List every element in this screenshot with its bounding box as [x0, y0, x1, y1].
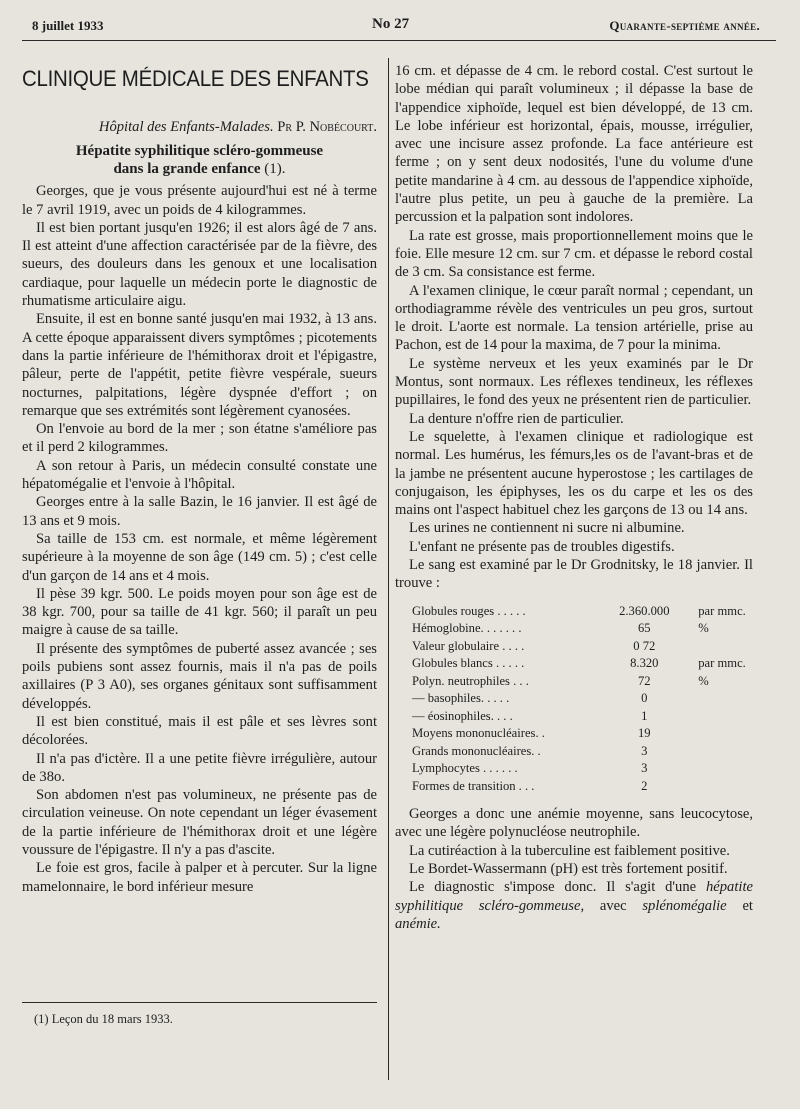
blood-count-label: Grands mononucléaires. . — [412, 743, 541, 758]
conclusion-diagnosis: hépatite syphilitique scléro-gommeuse, — [395, 879, 753, 914]
blood-count-table — [412, 603, 753, 796]
paragraph: Il est bien constitué, mais il est pâle et ses lèvres sont décolorées. — [22, 713, 377, 749]
conclusion-finding-2: anémie. — [395, 915, 441, 932]
paragraph: Son abdomen n'est pas volumineux, ne présente pas de circulation veineuse. On note cependant un léger évasement de la partie inférieure de l'hémithorax droit et une légère voussure de l'épigastre. Il n'y a pas d'ascite. — [22, 787, 377, 858]
header-rule — [22, 40, 776, 41]
blood-count-value: 3 — [641, 761, 648, 776]
paragraph: La rate est grosse, mais proportionnellement moins que le foie. Elle mesure 12 cm. sur 7 cm. et dépasse le rebord costal de 3 cm. Sa consistance est ferme. — [395, 227, 753, 281]
blood-count-label: Lymphocytes . . . . . . — [412, 761, 518, 776]
blood-count-row — [412, 620, 753, 638]
blood-count-row — [412, 638, 753, 656]
blood-count-value: 2 — [641, 778, 648, 793]
conclusion-paragraph — [395, 878, 753, 933]
blood-count-unit: % — [698, 621, 709, 636]
blood-count-value: 1 — [641, 708, 648, 723]
paragraph: Il pèse 39 kgr. 500. Le poids moyen pour son âge est de 38 kgr. 700, pour sa taille de 41 kgr. 560; il paraît un peu maigre à cause de sa taille. — [22, 585, 377, 639]
paragraph: Les urines ne contiennent ni sucre ni albumine. — [409, 520, 685, 537]
paragraph: Le système nerveux et les yeux examinés par le Dr Montus, sont normaux. Les réflexes tendineux, les réflexes pupillaires, le fond des yeux ne présentent rien de particulier. — [395, 355, 753, 409]
blood-count-label: Valeur globulaire . . . . — [412, 638, 525, 653]
blood-count-label: Hémoglobine. . . . . . . — [412, 621, 522, 636]
blood-count-row — [412, 708, 753, 726]
paragraph: Georges a donc une anémie moyenne, sans leucocytose, avec une légère polynucléose neutrophile. — [395, 806, 753, 841]
paragraph: Ensuite, il est en bonne santé jusqu'en mai 1932, à 13 ans. A cette époque apparaissent divers symptômes ; picotements dans la partie inférieure de l'hémithorax droit et l'épigastre, pâleur, perte de l'appétit, petite fièvre vespérale, sueurs nocturnes, palpitations, légère dyspnée d'effort ; on remarque que ses extrémités sont légèrement cyanosées. — [22, 311, 377, 419]
conclusion-finding-1: splénomégalie — [642, 897, 727, 914]
blood-count-unit — [698, 743, 753, 761]
blood-count-unit: par mmc. — [698, 656, 746, 671]
blood-count-unit — [698, 690, 753, 708]
conclusion-intro: Le diagnostic s'impose donc. Il s'agit d'une — [409, 879, 697, 896]
article-title: CLINIQUE MÉDICALE DES ENFANTS — [22, 66, 369, 91]
paragraph: Il est bien portant jusqu'en 1926; il est alors âgé de 7 ans. Il est atteint d'une affection caractérisée par de la fièvre, des sueurs, des douleurs dans les genoux et une localisation cardiaque, pour laquelle un médecin porte le diagnostic de rhumatisme articulaire aigu. — [22, 219, 377, 310]
header-date: 8 juillet 1933 — [32, 18, 104, 33]
paragraph: On l'envoie au bord de la mer ; son étatne s'améliore pas et il perd 2 kilogrammes. — [22, 421, 377, 456]
blood-count-value: 72 — [638, 673, 651, 688]
blood-count-unit — [698, 638, 753, 656]
paragraph: Le sang est examiné par le Dr Grodnitsky, le 18 janvier. Il trouve : — [395, 557, 753, 592]
blood-count-value: 8.320 — [630, 656, 659, 671]
subtitle-line-1: Hépatite syphilitique scléro-gommeuse — [75, 143, 324, 160]
right-column — [395, 62, 753, 933]
footnote-rule — [22, 1002, 377, 1003]
blood-count-value: 0 72 — [633, 638, 656, 653]
paragraph: 16 cm. et dépasse de 4 cm. le rebord costal. C'est surtout le lobe médian qui paraît volumineux ; il dépasse la base de l'appendice xiphoïde, lequel est bien développé, de 13 cm. Le lobe inférieur est horizontal, épais, mousse, irrégulier, avec une incisure assez profonde. La face antérieure est ferme ; on y sent deux nodosités, l'une du volume d'une petite mandarine à 4 cm. au dessous de l'appendice xiphoïde, l'autre plus petite, un peu à gauche de la première. La percussion et la palpation sont indolores. — [395, 63, 753, 226]
blood-count-label: Polyn. neutrophiles . . . — [412, 673, 529, 688]
blood-count-value: 3 — [641, 743, 648, 758]
blood-count-value: 0 — [641, 691, 648, 706]
blood-count-unit: par mmc. — [698, 603, 746, 618]
paragraph: A l'examen clinique, le cœur paraît normal ; cependant, un orthodiagramme révèle des ventricules un peu gros, surtout le droit. L'aorte est normale. La tension artérielle, prise au Pachon, est de 14 pour la maxima, de 7 pour la minima. — [395, 282, 753, 354]
blood-count-row — [412, 725, 753, 743]
blood-count-row — [412, 760, 753, 778]
blood-count-unit: % — [698, 673, 709, 688]
paragraph: La cutiréaction à la tuberculine est faiblement positive. — [409, 842, 730, 859]
blood-count-row — [412, 655, 753, 673]
blood-count-value: 65 — [638, 621, 651, 636]
hospital-name: Hôpital des Enfants-Malades. — [98, 119, 274, 135]
blood-count-label: — éosinophiles. . . . — [412, 708, 513, 723]
paragraph: L'enfant ne présente pas de troubles digestifs. — [409, 538, 675, 555]
blood-count-row — [412, 603, 753, 621]
blood-count-unit — [698, 778, 753, 796]
paragraph: Le Bordet-Wassermann (pH) est très fortement positif. — [409, 861, 728, 877]
page-header — [32, 14, 760, 40]
paragraph: La denture n'offre rien de particulier. — [409, 410, 624, 427]
footnote: (1) Leçon du 18 mars 1933. — [34, 1012, 173, 1026]
left-column — [22, 60, 377, 896]
blood-count-label: Globules blancs . . . . . — [412, 656, 525, 671]
blood-count-row — [412, 743, 753, 761]
blood-count-label: Formes de transition . . . — [412, 778, 535, 793]
blood-count-unit — [698, 760, 753, 778]
footnote-marker: (1). — [264, 161, 286, 178]
paragraph: Sa taille de 153 cm. est normale, et même légèrement supérieure à la moyenne de son âge (149 cm. 5) ; c'est celle d'un garçon de 14 ans et 4 mois. — [22, 530, 377, 584]
blood-count-value: 19 — [638, 726, 651, 741]
subtitle-line-2: dans la grande enfance — [113, 161, 261, 178]
conclusion-and: et — [742, 897, 753, 914]
paragraph: Le squelette, à l'examen clinique et radiologique est normal. Les humérus, les fémurs,les os de l'avant-bras et de la jambe ne présentent aucune hyperostose ; les cartilages de conjugaison, les épiphyses, les os du carpe et les os des mains ont l'aspect habituel chez les garçons de 13 ou 14 ans. — [395, 428, 753, 519]
blood-count-row — [412, 673, 753, 691]
blood-count-label: Moyens mononucléaires. . — [412, 726, 545, 741]
paragraph: Le foie est gros, facile à palper et à percuter. Sur la ligne mamelonnaire, le bord inférieur mesure — [22, 860, 377, 895]
paragraph: A son retour à Paris, un médecin consulté constate une hépatomégalie et l'envoie à l'hôpital. — [22, 457, 377, 493]
paragraph: Il n'a pas d'ictère. Il a une petite fièvre irrégulière, autour de 38o. — [22, 750, 377, 785]
blood-count-value: 2.360.000 — [619, 603, 670, 618]
article-affiliation — [22, 118, 377, 136]
blood-count-unit — [698, 708, 753, 726]
article-subtitle — [22, 142, 377, 178]
blood-count-label: — basophiles. . . . . — [412, 691, 510, 706]
header-journal-year: Quarante-septième année. — [609, 18, 760, 33]
column-divider — [388, 58, 389, 1080]
paragraph: Il présente des symptômes de puberté assez avancée ; ses poils pubiens sont assez fournis, mais il n'a pas de poils axillaires (P 3 A0), ses organes génitaux sont suffisamment développés. — [22, 640, 377, 712]
professor-name: Pr P. Nobécourt. — [277, 119, 377, 135]
blood-count-unit — [698, 725, 753, 743]
blood-count-label: Globules rouges . . . . . — [412, 603, 526, 618]
blood-count-row — [412, 778, 753, 796]
conclusion-joiner: avec — [599, 897, 627, 914]
blood-count-row — [412, 690, 753, 708]
header-issue-number: No 27 — [372, 16, 410, 32]
paragraph: Georges, que je vous présente aujourd'hui est né à terme le 7 avril 1919, avec un poids de 4 kilogrammes. — [22, 183, 377, 218]
paragraph: Georges entre à la salle Bazin, le 16 janvier. Il est âgé de 13 ans et 9 mois. — [22, 494, 377, 529]
